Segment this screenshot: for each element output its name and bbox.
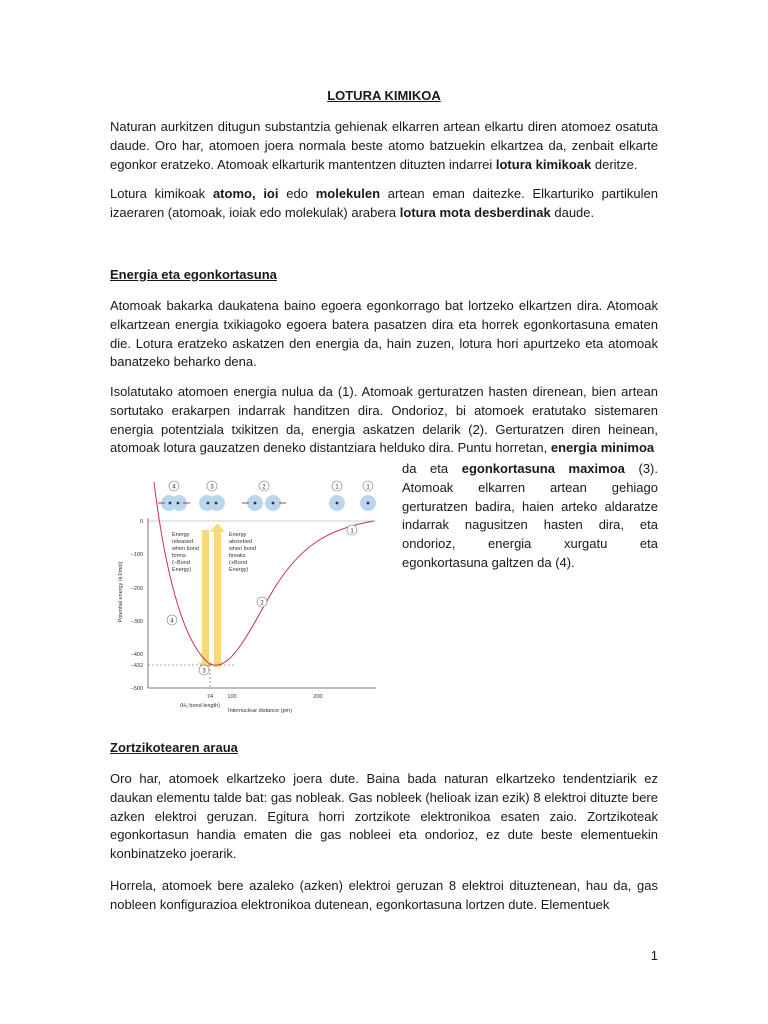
annotation-line: (+Bond bbox=[229, 560, 247, 566]
marker-label: 2 bbox=[262, 484, 266, 491]
bold-term: atomo, ioi bbox=[212, 186, 279, 201]
marker-label: 1 bbox=[366, 484, 370, 491]
annotation-line: Energy) bbox=[229, 567, 249, 573]
marker-label: 3 bbox=[202, 668, 206, 675]
potential-energy-figure bbox=[112, 474, 382, 718]
y-tick-label: −200 bbox=[130, 586, 143, 592]
annotation-line: breaks bbox=[229, 553, 246, 559]
x-tick-label: 100 bbox=[227, 694, 237, 700]
text-run: deritze. bbox=[591, 156, 638, 172]
bold-term: lotura kimikoak bbox=[495, 156, 592, 172]
energy-absorbed-arrow bbox=[214, 532, 221, 667]
y-axis-label: Potential energy (kJ/mol) bbox=[118, 561, 124, 623]
text-run: edo bbox=[278, 186, 316, 201]
energy-released-arrow bbox=[202, 530, 209, 663]
bond-length-label: (H₂ bond length) bbox=[179, 703, 221, 709]
energy-released-annotation bbox=[171, 532, 199, 573]
y-tick-label: −432 bbox=[130, 663, 143, 669]
x-tick-label: 74 bbox=[206, 694, 214, 700]
paragraph-octet-stability: Horrela, atomoek bere azaleko (azken) elektroi geruzan 8 elektroi dituztenean, hau da, gas nobleen konfigurazioa elektronikoa dutenean, egonkortasuna lortzen dute. Elementuek bbox=[110, 878, 658, 912]
text-run: da eta bbox=[402, 461, 462, 476]
nucleus bbox=[207, 502, 210, 505]
text-run: Lotura kimikoak bbox=[110, 186, 213, 201]
energy-absorbed-arrowhead bbox=[210, 523, 225, 532]
y-tick-label: −500 bbox=[130, 686, 143, 692]
paragraph-isolated-atoms bbox=[110, 383, 658, 458]
y-tick-label: −400 bbox=[130, 652, 143, 658]
annotation-line: (−Bond bbox=[172, 560, 190, 566]
y-tick-label: −100 bbox=[130, 552, 143, 558]
nucleus bbox=[169, 502, 172, 505]
atom-pair-4 bbox=[158, 481, 190, 511]
text-run: artean eman daitezke. Elkarturiko partikulen izaeraren (atomoak, ioiak edo molekulak) arabera bbox=[110, 186, 659, 220]
y-tick-label: −300 bbox=[130, 619, 143, 625]
paragraph-energy: Atomoak bakarka daukatena baino egoera egonkorrago bat lortzeko elkartzen dira. Atomoak elkartzean energia txikiagoko egoera batera pasatzen dira eta horrek egonkortasuna ematen die. Lotura eratzeko askatzen den energia da, hain zuzen, lotura hori apurtzeko eta atomoak banatzeko beharko dena. bbox=[110, 298, 658, 370]
annotation-line: released bbox=[172, 539, 194, 545]
bold-term: egonkortasuna maximoa bbox=[461, 461, 625, 476]
marker-label: 1 bbox=[350, 528, 354, 535]
text-run: Atomoak elkarren artean gehiago gerturatzen badira, haien arteko aldaratze indarrak nagusitzen hasten dira, eta ondorioz, energia xurgatu eta egonkortasuna galtzen da (4). bbox=[402, 479, 658, 570]
x-tick-label: 200 bbox=[313, 694, 323, 700]
paragraph-isolated-atoms-continued bbox=[402, 460, 658, 573]
annotation-line: Energy bbox=[172, 532, 190, 538]
nucleus bbox=[254, 502, 257, 505]
text-run: Naturan aurkitzen ditugun substantzia gehienak elkarren artean elkartu diren atomoez osatuta daude. Oro har, atomoen joera normala beste atomo batzuekin elkartzea da, zenbait elkarte egonkor eratzeko. Atomoak elkarturik mantentzen dituzten indarrei bbox=[110, 119, 658, 172]
atom-pair-1 bbox=[329, 481, 376, 511]
annotation-line: when bond bbox=[229, 546, 256, 552]
marker-label: 4 bbox=[170, 618, 174, 625]
text-line bbox=[402, 460, 658, 479]
bold-term: lotura mota desberdinak bbox=[399, 204, 551, 220]
atom-pairs bbox=[158, 481, 376, 511]
section-heading-energy: Energia eta egonkortasuna bbox=[110, 267, 277, 282]
marker-label: 1 bbox=[335, 484, 339, 491]
text-run: (3). bbox=[624, 461, 658, 476]
annotation-line: absorbed bbox=[229, 539, 252, 545]
nucleus bbox=[215, 502, 218, 505]
y-tick-label: 0 bbox=[139, 519, 143, 525]
text-run: Isolatutako atomoen energia nulua da (1). Atomoak gerturatzen hasten direnean, bien artean sortutako erakarpen indarrak handitzen dira. Ondorioz, bi atomoek eratutako sistemaren energia potentziala txikitzen da, energia askatzen delarik (2). Gerturatzen diren heinean, atomoak lotura gauzatzen deneko distantziara helduko dira. Puntu horretan, bbox=[110, 384, 658, 456]
page-number: 1 bbox=[650, 948, 658, 963]
annotation-line: when bond bbox=[172, 546, 199, 552]
marker-label: 2 bbox=[260, 600, 264, 607]
y-tick-labels bbox=[131, 519, 143, 692]
paragraph-noble-gases: Oro har, atomoek elkartzeko joera dute. Baina bada naturan elkartzeko tendentziarik ez daukan elementu talde bat: gas nobleak. Gas nobleek (helioak izan ezik) 8 elektroi dituzte bere azken elektroi geruzan. Egitura horri zortzikote elektronikoa esaten zaio. Zortzikoteak egonkortasun handia ematen die gas nobleei eta ondorioz, ez dute beste elementuekin konbinatzeko joerarik. bbox=[110, 771, 658, 862]
nucleus bbox=[367, 502, 370, 505]
annotation-line: Energy bbox=[229, 532, 247, 538]
paragraph-intro bbox=[110, 118, 658, 174]
bold-term: molekulen bbox=[315, 186, 381, 201]
marker-label: 4 bbox=[172, 484, 176, 491]
annotation-line: forms bbox=[172, 553, 186, 559]
x-axis-label: Internuclear distance (pm) bbox=[228, 708, 292, 714]
x-tick-labels bbox=[207, 694, 323, 700]
nucleus bbox=[177, 502, 180, 505]
atom-pair-2 bbox=[242, 481, 286, 511]
paragraph-bond-types bbox=[110, 185, 658, 223]
marker-label: 3 bbox=[210, 484, 214, 491]
energy-absorbed-annotation bbox=[228, 532, 256, 573]
nucleus bbox=[272, 502, 275, 505]
bold-term: energia minimoa bbox=[550, 440, 655, 456]
document-title: LOTURA KIMIKOA bbox=[327, 88, 441, 103]
section-heading-octet-rule: Zortzikotearen araua bbox=[110, 740, 238, 755]
nucleus bbox=[336, 502, 339, 505]
annotation-line: Energy) bbox=[172, 567, 192, 573]
atom-pair-3 bbox=[199, 481, 225, 511]
text-run: daude. bbox=[550, 204, 595, 220]
